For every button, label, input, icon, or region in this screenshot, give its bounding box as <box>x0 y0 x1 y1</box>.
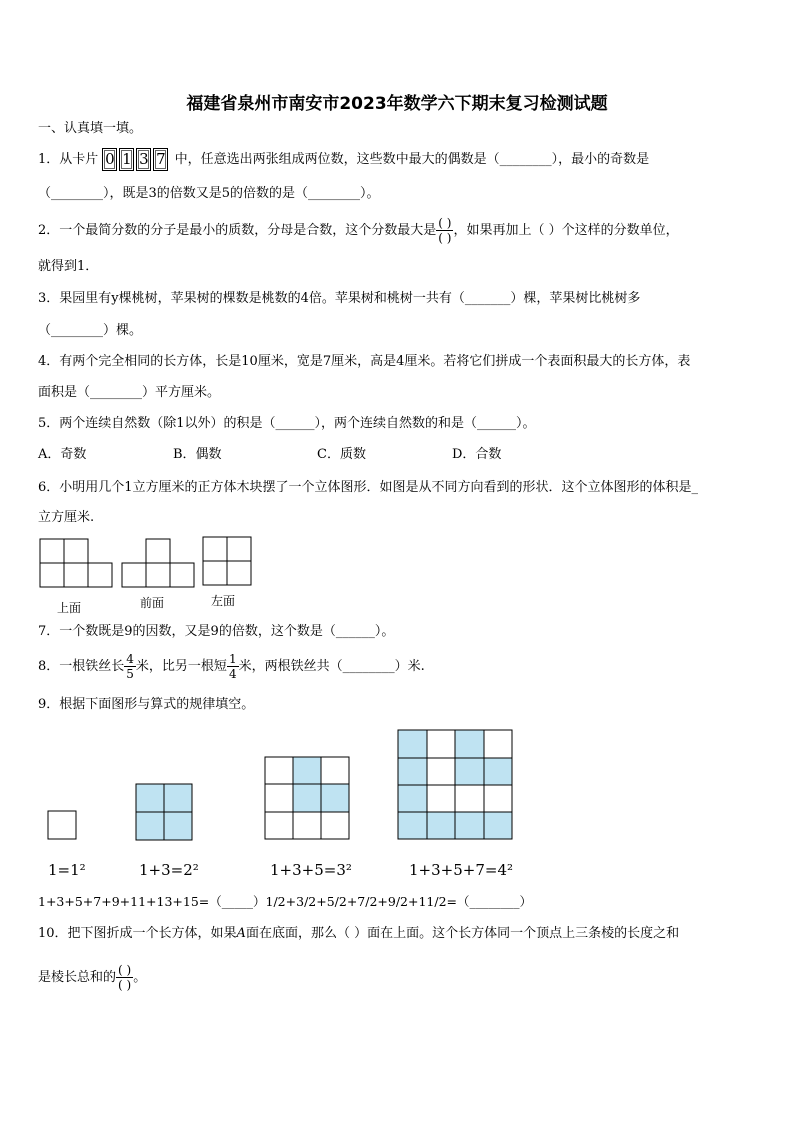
q8-frac2-den: 4 <box>228 667 237 681</box>
q8-fraction-2 <box>227 652 239 681</box>
question-5: 5．两个连续自然数（除1以外）的积是（______），两个连续自然数的和是（______）。 <box>38 416 536 431</box>
q5-option-c: C．质数 <box>317 447 366 462</box>
question-6: 6．小明用几个1立方厘米的正方体木块摆了一个立体图形．如图是从不同方向看到的形状．这个立体图形的体积是_ <box>38 480 699 495</box>
question-3-line2: （________）棵。 <box>38 323 143 338</box>
question-4-line2: 面积是（________）平方厘米。 <box>38 385 221 400</box>
question-9: 9．根据下面图形与算式的规律填空。 <box>38 697 255 712</box>
question-4: 4．有两个完全相同的长方体，长是10厘米，宽是7厘米，高是4厘米。若将它们拼成一个表面积最大的长方体，表 <box>38 354 691 369</box>
q5-option-b: B．偶数 <box>173 447 222 462</box>
left-view-label: 左面 <box>211 594 236 608</box>
question-1 <box>38 148 649 171</box>
q8-frac2-num: 1 <box>228 652 237 666</box>
question-10-line2 <box>38 963 146 992</box>
q10-part2: 面在底面，那么（ ）面在上面。这个长方体同一个顶点上三条棱的长度之和 <box>245 926 680 941</box>
card-1: 1 <box>119 148 134 171</box>
q2-after: ，如果再加上（ ）个这样的分数单位， <box>453 223 679 238</box>
question-8 <box>38 652 425 681</box>
card-3: 3 <box>136 148 151 171</box>
q2-fraction <box>436 216 453 245</box>
grid-4x4 <box>398 730 512 839</box>
question-2-line2: 就得到1． <box>38 259 99 274</box>
q5-option-d: D．合数 <box>452 447 502 462</box>
q10-line2-text: 是棱长总和的 <box>38 970 117 985</box>
question-10 <box>38 925 679 943</box>
card-0: 0 <box>102 148 117 171</box>
front-view-label: 前面 <box>140 596 165 610</box>
q8-frac1-num: 4 <box>126 652 134 666</box>
q2-frac-num: ( ) <box>438 216 452 230</box>
q1-text: 中，任意选出两张组成两位数，这些数中最大的偶数是（________），最小的奇数是 <box>174 152 650 167</box>
q2-frac-den: ( ) <box>438 231 452 245</box>
top-view-label: 上面 <box>57 601 82 615</box>
q10-part1: 10．把下图折成一个长方体，如果 <box>38 926 237 941</box>
q8-frac1-den: 5 <box>126 667 134 681</box>
q9-answer-line: 1+3+5+7+9+11+13+15=（_____）1/2+3/2+5/2+7/2+9/2+11/2=（________） <box>38 894 533 909</box>
grid-1x1 <box>48 811 76 839</box>
q10-fraction <box>116 963 133 992</box>
q10-line2-end: 。 <box>133 970 147 985</box>
question-6-line2: 立方厘米. <box>38 510 95 525</box>
question-3: 3．果园里有y棵桃树，苹果树的棵数是桃数的4倍。苹果树和桃树一共有（_______）棵，苹果树比桃树多 <box>38 291 641 306</box>
question-1-line2: （________），既是3的倍数又是5的倍数的是（________）。 <box>38 186 380 201</box>
grid-3x3 <box>265 757 349 839</box>
q8-part1: 8．一根铁丝长 <box>38 659 125 674</box>
grid-2x2 <box>136 784 192 840</box>
q8-part3: 米，两根铁丝共（________）米. <box>238 659 425 674</box>
equation-2: 1+3=2² <box>139 861 199 879</box>
q8-part2: 米，比另一根短 <box>135 659 227 674</box>
q2-before: 2．一个最简分数的分子是最小的质数，分母是合数，这个分数最大是 <box>38 223 437 238</box>
top-view-figure <box>38 536 118 588</box>
q10-frac-den: ( ) <box>118 978 132 992</box>
q10-frac-num: ( ) <box>118 963 132 977</box>
card-7: 7 <box>153 148 168 171</box>
equation-4: 1+3+5+7=4² <box>409 861 514 879</box>
square-pattern-figures <box>0 720 794 850</box>
question-7: 7．一个数既是9的因数，又是9的倍数，这个数是（______）。 <box>38 624 395 639</box>
q10-face-a: A <box>236 926 246 941</box>
equation-1: 1=1² <box>48 861 86 879</box>
q1-prefix: 1．从卡片 <box>38 152 99 167</box>
page-title: 福建省泉州市南安市2023年数学六下期末复习检测试题 <box>186 94 608 114</box>
q8-fraction-1 <box>124 652 136 681</box>
q5-option-a: A．奇数 <box>38 447 87 462</box>
question-2 <box>38 216 679 245</box>
front-view-figure <box>120 536 200 588</box>
section-heading: 一、认真填一填。 <box>38 121 143 136</box>
q1-cards <box>102 152 174 167</box>
equation-3: 1+3+5=3² <box>270 861 352 879</box>
left-view-figure <box>201 535 257 587</box>
